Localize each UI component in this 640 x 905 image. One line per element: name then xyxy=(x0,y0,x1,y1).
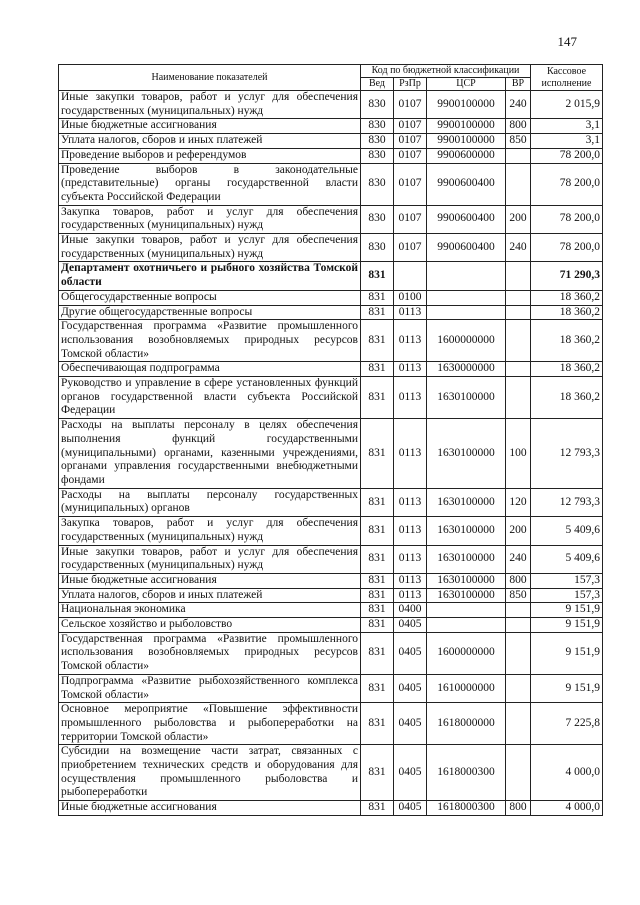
row-amount: 9 151,9 xyxy=(531,674,603,702)
row-amount: 18 360,2 xyxy=(531,377,603,419)
row-ved-code: 830 xyxy=(361,148,394,163)
table-row xyxy=(59,588,603,603)
row-ved-code: 831 xyxy=(361,588,394,603)
table-row xyxy=(59,91,603,119)
row-vr-code: 240 xyxy=(506,234,531,262)
row-ved-code: 831 xyxy=(361,618,394,633)
row-rzpr-code: 0113 xyxy=(394,419,427,489)
row-ved-code: 830 xyxy=(361,205,394,233)
row-rzpr-code: 0107 xyxy=(394,205,427,233)
row-name: Расходы на выплаты персоналу в целях обеспечения выполнения функций государственными (муниципальными) органами, казенными учреждениями, органами управления государственными внебюджетными фондами xyxy=(59,419,361,489)
table-row xyxy=(59,517,603,545)
row-vr-code xyxy=(506,148,531,163)
row-rzpr-code: 0107 xyxy=(394,148,427,163)
row-csr-code: 1630100000 xyxy=(427,588,506,603)
row-amount: 9 151,9 xyxy=(531,603,603,618)
row-rzpr-code: 0113 xyxy=(394,545,427,573)
row-vr-code xyxy=(506,320,531,362)
row-name: Уплата налогов, сборов и иных платежей xyxy=(59,134,361,149)
row-name: Иные бюджетные ассигнования xyxy=(59,573,361,588)
row-name: Иные закупки товаров, работ и услуг для обеспечения государственных (муниципальных) нужд xyxy=(59,234,361,262)
table-row xyxy=(59,163,603,205)
table-row xyxy=(59,290,603,305)
table-row xyxy=(59,148,603,163)
row-ved-code: 831 xyxy=(361,745,394,801)
header-vr: ВР xyxy=(506,78,531,91)
row-vr-code xyxy=(506,163,531,205)
row-csr-code: 1630100000 xyxy=(427,488,506,516)
row-csr-code xyxy=(427,603,506,618)
header-code-group: Код по бюджетной классификации xyxy=(361,65,531,78)
row-vr-code: 240 xyxy=(506,545,531,573)
row-ved-code: 831 xyxy=(361,703,394,745)
row-rzpr-code: 0405 xyxy=(394,674,427,702)
row-amount: 3,1 xyxy=(531,119,603,134)
table-row xyxy=(59,545,603,573)
row-csr-code: 1610000000 xyxy=(427,674,506,702)
row-vr-code: 800 xyxy=(506,119,531,134)
row-name: Сельское хозяйство и рыболовство xyxy=(59,618,361,633)
row-amount: 78 200,0 xyxy=(531,148,603,163)
row-amount: 18 360,2 xyxy=(531,305,603,320)
row-amount: 12 793,3 xyxy=(531,419,603,489)
table-row xyxy=(59,377,603,419)
row-amount: 157,3 xyxy=(531,573,603,588)
row-csr-code: 1630100000 xyxy=(427,517,506,545)
row-vr-code xyxy=(506,377,531,419)
table-row xyxy=(59,262,603,290)
row-csr-code: 9900600400 xyxy=(427,234,506,262)
row-csr-code: 1600000000 xyxy=(427,632,506,674)
row-rzpr-code xyxy=(394,262,427,290)
row-vr-code: 100 xyxy=(506,419,531,489)
header-ved: Вед xyxy=(361,78,394,91)
row-csr-code: 9900600400 xyxy=(427,205,506,233)
row-name: Иные бюджетные ассигнования xyxy=(59,119,361,134)
table-row xyxy=(59,801,603,816)
row-ved-code: 831 xyxy=(361,488,394,516)
row-name: Проведение выборов и референдумов xyxy=(59,148,361,163)
row-ved-code: 830 xyxy=(361,163,394,205)
budget-execution-table xyxy=(58,64,603,816)
row-amount: 18 360,2 xyxy=(531,320,603,362)
row-ved-code: 830 xyxy=(361,234,394,262)
table-row xyxy=(59,632,603,674)
row-amount: 5 409,6 xyxy=(531,545,603,573)
row-rzpr-code: 0405 xyxy=(394,801,427,816)
row-name: Иные закупки товаров, работ и услуг для обеспечения государственных (муниципальных) нужд xyxy=(59,91,361,119)
row-csr-code: 1618000300 xyxy=(427,745,506,801)
row-name: Иные закупки товаров, работ и услуг для обеспечения государственных (муниципальных) нужд xyxy=(59,545,361,573)
row-rzpr-code: 0113 xyxy=(394,517,427,545)
row-amount: 4 000,0 xyxy=(531,745,603,801)
row-rzpr-code: 0405 xyxy=(394,745,427,801)
row-vr-code xyxy=(506,618,531,633)
row-vr-code: 850 xyxy=(506,134,531,149)
row-rzpr-code: 0100 xyxy=(394,290,427,305)
row-amount: 78 200,0 xyxy=(531,234,603,262)
row-name: Расходы на выплаты персоналу государственных (муниципальных) органов xyxy=(59,488,361,516)
row-vr-code xyxy=(506,262,531,290)
row-csr-code xyxy=(427,290,506,305)
row-rzpr-code: 0113 xyxy=(394,573,427,588)
table-row xyxy=(59,674,603,702)
row-rzpr-code: 0107 xyxy=(394,163,427,205)
row-vr-code: 200 xyxy=(506,517,531,545)
row-name: Государственная программа «Развитие промышленного использования возобновляемых природных ресурсов Томской области» xyxy=(59,632,361,674)
table-row xyxy=(59,618,603,633)
row-ved-code: 831 xyxy=(361,419,394,489)
row-csr-code: 1600000000 xyxy=(427,320,506,362)
row-amount: 71 290,3 xyxy=(531,262,603,290)
row-ved-code: 830 xyxy=(361,91,394,119)
row-ved-code: 831 xyxy=(361,603,394,618)
row-vr-code: 240 xyxy=(506,91,531,119)
row-ved-code: 831 xyxy=(361,573,394,588)
row-name: Иные бюджетные ассигнования xyxy=(59,801,361,816)
row-rzpr-code: 0113 xyxy=(394,377,427,419)
row-vr-code: 800 xyxy=(506,573,531,588)
row-amount: 9 151,9 xyxy=(531,618,603,633)
row-vr-code: 800 xyxy=(506,801,531,816)
row-rzpr-code: 0113 xyxy=(394,588,427,603)
row-vr-code xyxy=(506,632,531,674)
row-vr-code xyxy=(506,362,531,377)
table-row xyxy=(59,134,603,149)
table-body xyxy=(59,91,603,816)
row-name: Субсидии на возмещение части затрат, связанных с приобретением технических средств и оборудования для осуществления промышленного рыболовства и рыбопереработки xyxy=(59,745,361,801)
table-row xyxy=(59,488,603,516)
row-name: Закупка товаров, работ и услуг для обеспечения государственных (муниципальных) нужд xyxy=(59,517,361,545)
row-vr-code: 850 xyxy=(506,588,531,603)
row-vr-code: 200 xyxy=(506,205,531,233)
row-csr-code: 9900600000 xyxy=(427,148,506,163)
header-csr: ЦСР xyxy=(427,78,506,91)
table-row xyxy=(59,320,603,362)
table-row xyxy=(59,745,603,801)
row-csr-code: 1630000000 xyxy=(427,362,506,377)
row-name: Обеспечивающая подпрограмма xyxy=(59,362,361,377)
row-csr-code: 1630100000 xyxy=(427,419,506,489)
row-csr-code xyxy=(427,305,506,320)
row-amount: 4 000,0 xyxy=(531,801,603,816)
row-name: Руководство и управление в сфере установленных функций органов государственной власти субъекта Российской Федерации xyxy=(59,377,361,419)
row-rzpr-code: 0113 xyxy=(394,305,427,320)
row-amount: 9 151,9 xyxy=(531,632,603,674)
table-row xyxy=(59,234,603,262)
row-amount: 2 015,9 xyxy=(531,91,603,119)
row-amount: 18 360,2 xyxy=(531,290,603,305)
row-name: Общегосударственные вопросы xyxy=(59,290,361,305)
row-rzpr-code: 0107 xyxy=(394,234,427,262)
row-ved-code: 830 xyxy=(361,119,394,134)
table-row xyxy=(59,419,603,489)
table-row xyxy=(59,119,603,134)
row-ved-code: 831 xyxy=(361,362,394,377)
page-number: 147 xyxy=(557,34,577,49)
row-ved-code: 831 xyxy=(361,320,394,362)
row-csr-code: 9900100000 xyxy=(427,134,506,149)
row-ved-code: 831 xyxy=(361,377,394,419)
row-ved-code: 830 xyxy=(361,134,394,149)
row-amount: 18 360,2 xyxy=(531,362,603,377)
row-name: Основное мероприятие «Повышение эффективности промышленного рыболовства и рыбопереработки на территории Томской области» xyxy=(59,703,361,745)
row-rzpr-code: 0107 xyxy=(394,134,427,149)
table-row xyxy=(59,603,603,618)
row-name: Закупка товаров, работ и услуг для обеспечения государственных (муниципальных) нужд xyxy=(59,205,361,233)
header-amount: Кассовое исполнение xyxy=(531,65,603,91)
row-rzpr-code: 0107 xyxy=(394,91,427,119)
row-rzpr-code: 0405 xyxy=(394,618,427,633)
row-csr-code: 1618000300 xyxy=(427,801,506,816)
row-name: Проведение выборов в законодательные (представительные) органы государственной власти субъекта Российской Федерации xyxy=(59,163,361,205)
row-rzpr-code: 0113 xyxy=(394,320,427,362)
row-name: Подпрограмма «Развитие рыбохозяйственного комплекса Томской области» xyxy=(59,674,361,702)
row-csr-code: 1630100000 xyxy=(427,573,506,588)
header-rzpr: РзПр xyxy=(394,78,427,91)
row-rzpr-code: 0405 xyxy=(394,632,427,674)
row-amount: 12 793,3 xyxy=(531,488,603,516)
header-name: Наименование показателей xyxy=(59,65,361,91)
table-header xyxy=(59,65,603,91)
row-amount: 7 225,8 xyxy=(531,703,603,745)
table-row xyxy=(59,205,603,233)
row-amount: 157,3 xyxy=(531,588,603,603)
row-amount: 78 200,0 xyxy=(531,205,603,233)
row-rzpr-code: 0107 xyxy=(394,119,427,134)
row-vr-code xyxy=(506,674,531,702)
row-name: Уплата налогов, сборов и иных платежей xyxy=(59,588,361,603)
row-csr-code: 9900100000 xyxy=(427,91,506,119)
table-row xyxy=(59,362,603,377)
row-rzpr-code: 0405 xyxy=(394,703,427,745)
table-row xyxy=(59,573,603,588)
row-ved-code: 831 xyxy=(361,674,394,702)
row-rzpr-code: 0400 xyxy=(394,603,427,618)
row-name: Департамент охотничьего и рыбного хозяйства Томской области xyxy=(59,262,361,290)
row-vr-code xyxy=(506,703,531,745)
row-csr-code xyxy=(427,262,506,290)
row-ved-code: 831 xyxy=(361,545,394,573)
row-csr-code: 1630100000 xyxy=(427,377,506,419)
row-csr-code: 9900600400 xyxy=(427,163,506,205)
row-vr-code xyxy=(506,745,531,801)
row-csr-code: 1630100000 xyxy=(427,545,506,573)
row-csr-code xyxy=(427,618,506,633)
row-vr-code: 120 xyxy=(506,488,531,516)
table-row xyxy=(59,305,603,320)
row-rzpr-code: 0113 xyxy=(394,488,427,516)
row-vr-code xyxy=(506,305,531,320)
row-amount: 5 409,6 xyxy=(531,517,603,545)
row-rzpr-code: 0113 xyxy=(394,362,427,377)
row-ved-code: 831 xyxy=(361,632,394,674)
row-vr-code xyxy=(506,603,531,618)
row-name: Другие общегосударственные вопросы xyxy=(59,305,361,320)
row-amount: 3,1 xyxy=(531,134,603,149)
row-amount: 78 200,0 xyxy=(531,163,603,205)
row-ved-code: 831 xyxy=(361,305,394,320)
row-vr-code xyxy=(506,290,531,305)
row-name: Национальная экономика xyxy=(59,603,361,618)
row-ved-code: 831 xyxy=(361,801,394,816)
row-ved-code: 831 xyxy=(361,517,394,545)
row-ved-code: 831 xyxy=(361,290,394,305)
row-csr-code: 9900100000 xyxy=(427,119,506,134)
row-name: Государственная программа «Развитие промышленного использования возобновляемых природных ресурсов Томской области» xyxy=(59,320,361,362)
row-ved-code: 831 xyxy=(361,262,394,290)
table-row xyxy=(59,703,603,745)
row-csr-code: 1618000000 xyxy=(427,703,506,745)
